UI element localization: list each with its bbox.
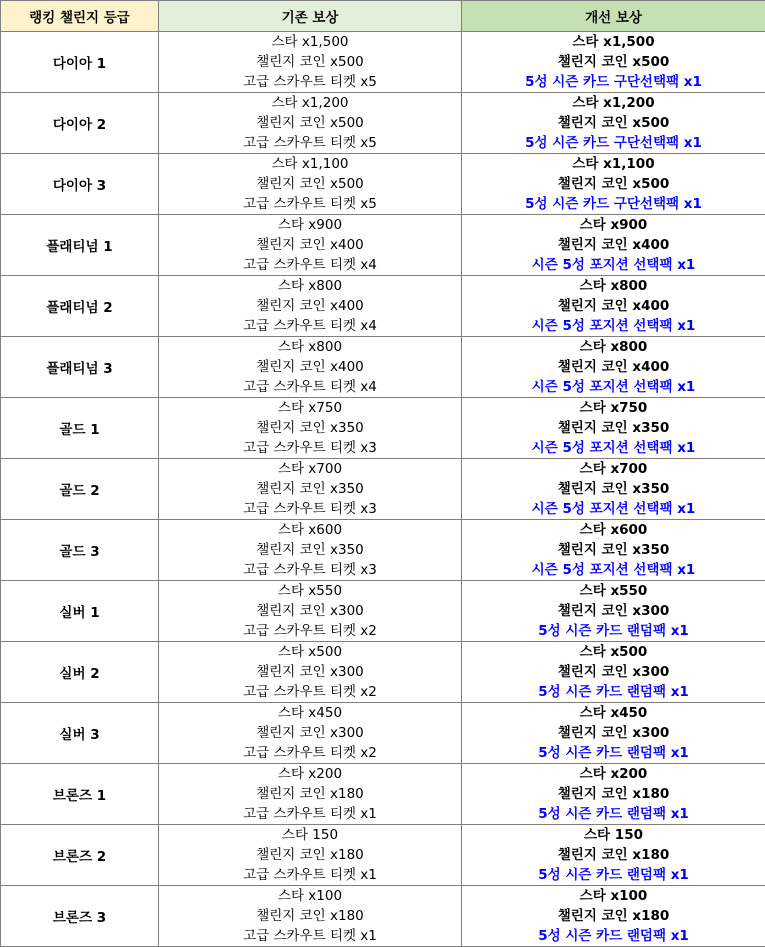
new-reward-line: 스타 x700 [462,459,765,479]
old-reward-line: 챌린지 코인 x500 [159,52,461,72]
new-reward-extra-line: 5성 시즌 카드 랜덤팩 x1 [462,804,765,824]
old-reward-line: 고급 스카우트 티켓 x1 [159,926,461,946]
new-reward-line: 챌린지 코인 x350 [462,479,765,499]
old-reward-line: 스타 x100 [159,886,461,906]
old-reward-line: 고급 스카우트 티켓 x1 [159,804,461,824]
old-reward-cell [159,276,462,337]
grade-cell: 플래티넘 2 [1,276,159,337]
new-reward-line: 챌린지 코인 x500 [462,52,765,72]
old-reward-line: 스타 x700 [159,459,461,479]
new-reward-cell [462,825,765,886]
table-row [1,703,765,764]
old-reward-line: 고급 스카우트 티켓 x5 [159,72,461,92]
old-reward-line: 고급 스카우트 티켓 x3 [159,499,461,519]
new-reward-cell [462,703,765,764]
table-row [1,154,765,215]
new-reward-extra-line: 5성 시즌 카드 랜덤팩 x1 [462,682,765,702]
new-reward-cell [462,154,765,215]
new-reward-line: 스타 x800 [462,276,765,296]
new-reward-line: 스타 x500 [462,642,765,662]
old-reward-line: 고급 스카우트 티켓 x1 [159,865,461,885]
table-row [1,581,765,642]
old-reward-line: 챌린지 코인 x400 [159,296,461,316]
old-reward-line: 스타 x800 [159,276,461,296]
header-row [1,1,765,32]
table-row [1,215,765,276]
new-reward-line: 스타 x100 [462,886,765,906]
new-reward-line: 스타 x550 [462,581,765,601]
grade-cell: 실버 1 [1,581,159,642]
old-reward-line: 고급 스카우트 티켓 x3 [159,438,461,458]
new-reward-line: 챌린지 코인 x300 [462,601,765,621]
old-reward-cell [159,337,462,398]
old-reward-line: 스타 x450 [159,703,461,723]
new-reward-extra-line: 5성 시즌 카드 구단선택팩 x1 [462,72,765,92]
old-reward-line: 스타 x550 [159,581,461,601]
grade-cell: 다이아 2 [1,93,159,154]
old-reward-line: 고급 스카우트 티켓 x4 [159,377,461,397]
new-reward-extra-line: 시즌 5성 포지션 선택팩 x1 [462,377,765,397]
table-row [1,398,765,459]
new-reward-extra-line: 5성 시즌 카드 랜덤팩 x1 [462,743,765,763]
old-reward-line: 스타 x200 [159,764,461,784]
new-reward-line: 챌린지 코인 x400 [462,296,765,316]
new-reward-cell [462,93,765,154]
table-row [1,32,765,93]
new-reward-cell [462,459,765,520]
old-reward-line: 챌린지 코인 x500 [159,174,461,194]
new-reward-line: 스타 x1,100 [462,154,765,174]
new-reward-extra-line: 5성 시즌 카드 랜덤팩 x1 [462,865,765,885]
grade-cell: 브론즈 2 [1,825,159,886]
table-row [1,764,765,825]
new-reward-line: 스타 x1,200 [462,93,765,113]
table-row [1,825,765,886]
new-reward-line: 스타 150 [462,825,765,845]
old-reward-line: 챌린지 코인 x180 [159,845,461,865]
new-reward-cell [462,520,765,581]
new-reward-extra-line: 시즌 5성 포지션 선택팩 x1 [462,560,765,580]
old-reward-cell [159,520,462,581]
new-reward-extra-line: 시즌 5성 포지션 선택팩 x1 [462,316,765,336]
new-reward-line: 스타 x1,500 [462,32,765,52]
new-reward-extra-line: 5성 시즌 카드 구단선택팩 x1 [462,133,765,153]
new-reward-line: 챌린지 코인 x350 [462,418,765,438]
new-reward-cell [462,276,765,337]
new-reward-line: 챌린지 코인 x180 [462,906,765,926]
old-reward-line: 스타 x1,500 [159,32,461,52]
old-reward-line: 스타 x750 [159,398,461,418]
old-reward-line: 고급 스카우트 티켓 x5 [159,133,461,153]
old-reward-line: 챌린지 코인 x350 [159,479,461,499]
new-reward-line: 챌린지 코인 x500 [462,174,765,194]
old-reward-cell [159,703,462,764]
old-reward-line: 고급 스카우트 티켓 x5 [159,194,461,214]
new-reward-line: 스타 x900 [462,215,765,235]
old-reward-line: 챌린지 코인 x300 [159,662,461,682]
old-reward-line: 챌린지 코인 x400 [159,357,461,377]
old-reward-cell [159,886,462,947]
table-row [1,337,765,398]
new-reward-line: 스타 x450 [462,703,765,723]
old-reward-line: 스타 x800 [159,337,461,357]
header-grade: 랭킹 챌린지 등급 [1,1,159,32]
old-reward-line: 고급 스카우트 티켓 x2 [159,743,461,763]
grade-cell: 플래티넘 3 [1,337,159,398]
new-reward-line: 챌린지 코인 x500 [462,113,765,133]
old-reward-cell [159,398,462,459]
new-reward-cell [462,642,765,703]
table-row [1,642,765,703]
new-reward-cell [462,337,765,398]
new-reward-line: 챌린지 코인 x180 [462,784,765,804]
new-reward-cell [462,215,765,276]
new-reward-cell [462,32,765,93]
new-reward-line: 스타 x800 [462,337,765,357]
old-reward-cell [159,215,462,276]
table-row [1,886,765,947]
old-reward-line: 고급 스카우트 티켓 x2 [159,621,461,641]
new-reward-cell [462,398,765,459]
new-reward-extra-line: 시즌 5성 포지션 선택팩 x1 [462,438,765,458]
grade-cell: 브론즈 1 [1,764,159,825]
old-reward-line: 챌린지 코인 x180 [159,784,461,804]
new-reward-cell [462,764,765,825]
old-reward-line: 챌린지 코인 x300 [159,723,461,743]
new-reward-line: 챌린지 코인 x400 [462,357,765,377]
old-reward-line: 고급 스카우트 티켓 x4 [159,255,461,275]
grade-cell: 플래티넘 1 [1,215,159,276]
grade-cell: 실버 3 [1,703,159,764]
new-reward-extra-line: 5성 시즌 카드 랜덤팩 x1 [462,926,765,946]
old-reward-cell [159,32,462,93]
old-reward-line: 스타 x1,200 [159,93,461,113]
old-reward-cell [159,825,462,886]
old-reward-cell [159,93,462,154]
old-reward-line: 챌린지 코인 x500 [159,113,461,133]
grade-cell: 골드 1 [1,398,159,459]
new-reward-cell [462,581,765,642]
table-row [1,93,765,154]
new-reward-line: 챌린지 코인 x300 [462,662,765,682]
old-reward-line: 스타 x500 [159,642,461,662]
old-reward-line: 스타 150 [159,825,461,845]
grade-cell: 골드 3 [1,520,159,581]
old-reward-line: 고급 스카우트 티켓 x3 [159,560,461,580]
new-reward-extra-line: 시즌 5성 포지션 선택팩 x1 [462,499,765,519]
new-reward-line: 스타 x200 [462,764,765,784]
grade-cell: 다이아 1 [1,32,159,93]
old-reward-cell [159,459,462,520]
new-reward-line: 챌린지 코인 x350 [462,540,765,560]
old-reward-line: 스타 x600 [159,520,461,540]
new-reward-extra-line: 시즌 5성 포지션 선택팩 x1 [462,255,765,275]
new-reward-line: 스타 x750 [462,398,765,418]
new-reward-line: 스타 x600 [462,520,765,540]
new-reward-extra-line: 5성 시즌 카드 랜덤팩 x1 [462,621,765,641]
old-reward-line: 스타 x1,100 [159,154,461,174]
old-reward-line: 고급 스카우트 티켓 x2 [159,682,461,702]
old-reward-cell [159,764,462,825]
old-reward-line: 챌린지 코인 x300 [159,601,461,621]
grade-cell: 실버 2 [1,642,159,703]
new-reward-cell [462,886,765,947]
old-reward-line: 챌린지 코인 x350 [159,418,461,438]
old-reward-line: 챌린지 코인 x180 [159,906,461,926]
old-reward-line: 고급 스카우트 티켓 x4 [159,316,461,336]
old-reward-line: 챌린지 코인 x400 [159,235,461,255]
new-reward-extra-line: 5성 시즌 카드 구단선택팩 x1 [462,194,765,214]
old-reward-line: 스타 x900 [159,215,461,235]
header-new-reward: 개선 보상 [462,1,765,32]
old-reward-line: 챌린지 코인 x350 [159,540,461,560]
new-reward-line: 챌린지 코인 x180 [462,845,765,865]
grade-cell: 브론즈 3 [1,886,159,947]
table-row [1,520,765,581]
grade-cell: 다이아 3 [1,154,159,215]
old-reward-cell [159,581,462,642]
table-body [1,32,765,947]
new-reward-line: 챌린지 코인 x400 [462,235,765,255]
header-old-reward: 기존 보상 [159,1,462,32]
old-reward-cell [159,154,462,215]
table-row [1,276,765,337]
grade-cell: 골드 2 [1,459,159,520]
new-reward-line: 챌린지 코인 x300 [462,723,765,743]
table-row [1,459,765,520]
old-reward-cell [159,642,462,703]
